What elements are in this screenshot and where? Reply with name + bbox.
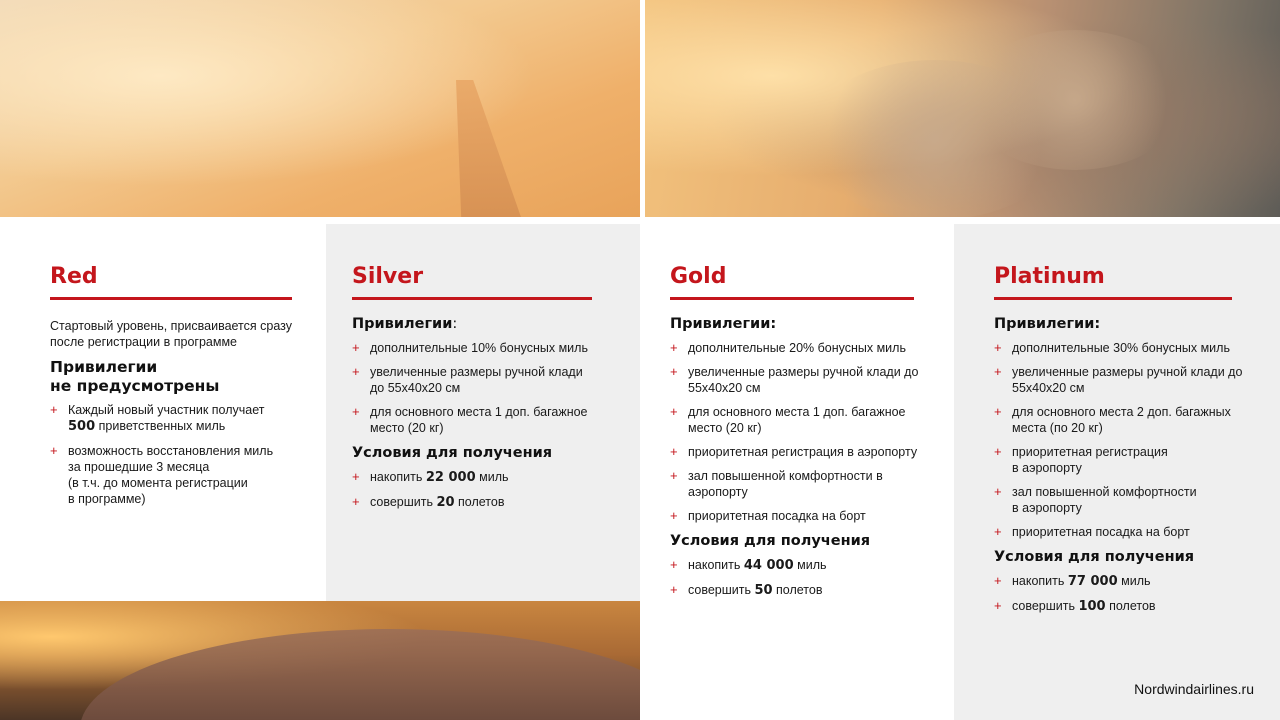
tier-title: Platinum [994,262,1232,300]
engine-shape [80,629,640,720]
item-text: дополнительные 20% бонусных миль [688,341,906,355]
tier-red [50,262,312,515]
airplane-tail-photo [0,0,640,217]
tier-intro: Стартовый уровень, присваивается сразу после регистрации в программе [50,319,292,349]
conditions-heading: Условия для получения [352,445,553,461]
item-number: 50 [754,583,773,598]
item-text: приоритетная посадка на борт [688,509,866,523]
conditions-heading: Условия для получения [994,549,1195,565]
privileges-heading: Привилегии: [670,316,777,332]
item-text-after: полетов [772,583,823,597]
tier-silver [352,262,597,519]
item-text: совершить [1012,599,1079,613]
list-item [352,404,597,436]
item-text-after: приветственных миль [95,419,226,433]
item-number: 500 [68,419,96,434]
silver-privileges-list [352,340,597,436]
list-item [670,557,930,574]
silver-conditions-list [352,469,597,511]
list-item [670,468,930,500]
plus-bullet-icon: + [670,557,678,572]
item-text: увеличенные размеры ручной клади до 55х40х20 см [688,365,919,395]
plus-bullet-icon: + [670,582,678,597]
item-text: зал повышенной комфортности в аэропорту [1012,485,1197,515]
red-benefits-list [50,402,312,507]
plus-bullet-icon: + [994,364,1002,379]
item-text: увеличенные размеры ручной клади до 55х40х20 см [370,365,583,395]
list-item [994,573,1254,590]
item-text: совершить [370,495,437,509]
list-item [352,340,597,356]
item-number: 100 [1078,599,1106,614]
plus-bullet-icon: + [670,468,678,483]
list-item [670,404,930,436]
platinum-conditions-list [994,573,1254,615]
item-text: зал повышенной комфортности в аэропорту [688,469,883,499]
item-text: дополнительные 10% бонусных миль [370,341,588,355]
privileges-heading [352,315,597,334]
plus-bullet-icon: + [352,494,360,509]
plus-bullet-icon: + [994,573,1002,588]
list-item [994,404,1254,436]
item-number: 77 000 [1067,574,1118,589]
plus-bullet-icon: + [994,484,1002,499]
privileges-heading [50,358,312,396]
privileges-heading-colon: : [452,316,458,332]
privileges-heading-text: Привилегии [352,316,453,332]
list-item [994,364,1254,396]
cloud-shape [965,30,1185,170]
tier-platinum [994,262,1254,623]
item-text: Каждый новый участник получает [68,403,265,417]
item-text-after: миль [793,558,827,572]
sunset-clouds-photo [645,0,1280,217]
item-number: 20 [436,495,455,510]
item-text-after: полетов [454,495,505,509]
plus-bullet-icon: + [50,402,58,417]
plus-bullet-icon: + [352,469,360,484]
item-text: возможность восстановления миль за прошедшие 3 месяца (в т.ч. до момента регистрации в программе) [68,444,274,506]
list-item [50,402,312,435]
gold-privileges-list [670,340,930,524]
plus-bullet-icon: + [670,364,678,379]
tier-title: Gold [670,262,914,300]
list-item [670,444,930,460]
list-item [352,364,597,396]
tier-title: Red [50,262,292,300]
item-text: для основного места 2 доп. багажных места (по 20 кг) [1012,405,1231,435]
list-item [352,494,597,511]
list-item [670,582,930,599]
airplane-engine-photo [0,601,640,720]
list-item [670,508,930,524]
privileges-heading-line2: не предусмотрены [50,377,220,395]
airplane-tail-shape [456,80,522,217]
tier-title: Silver [352,262,592,300]
list-item [994,524,1254,540]
plus-bullet-icon: + [994,524,1002,539]
item-text: приоритетная регистрация в аэропорту [688,445,918,459]
plus-bullet-icon: + [994,404,1002,419]
plus-bullet-icon: + [352,364,360,379]
item-text: накопить [370,470,426,484]
item-text: накопить [688,558,744,572]
plus-bullet-icon: + [994,340,1002,355]
item-text-after: полетов [1105,599,1156,613]
item-number: 22 000 [425,470,476,485]
tier-gold [670,262,930,607]
plus-bullet-icon: + [352,404,360,419]
list-item [994,444,1254,476]
gold-conditions-list [670,557,930,599]
item-text: дополнительные 30% бонусных миль [1012,341,1230,355]
item-text: для основного места 1 доп. багажное место (20 кг) [370,405,588,435]
platinum-privileges-list [994,340,1254,540]
list-item [994,340,1254,356]
plus-bullet-icon: + [994,444,1002,459]
list-item [352,469,597,486]
item-text: приоритетная посадка на борт [1012,525,1190,539]
plus-bullet-icon: + [670,340,678,355]
item-text: увеличенные размеры ручной клади до 55х40х20 см [1012,365,1243,395]
privileges-heading: Привилегии: [994,316,1101,332]
item-text-after: миль [1117,574,1151,588]
list-item [670,364,930,396]
list-item [670,340,930,356]
website-link[interactable]: Nordwindairlines.ru [1134,681,1254,697]
plus-bullet-icon: + [670,444,678,459]
conditions-heading: Условия для получения [670,533,871,549]
item-text: для основного места 1 доп. багажное место (20 кг) [688,405,906,435]
list-item [994,484,1254,516]
item-text: накопить [1012,574,1068,588]
list-item [50,443,312,507]
plus-bullet-icon: + [352,340,360,355]
plus-bullet-icon: + [670,508,678,523]
item-number: 44 000 [743,558,794,573]
item-text-after: миль [475,470,509,484]
plus-bullet-icon: + [670,404,678,419]
plus-bullet-icon: + [994,598,1002,613]
plus-bullet-icon: + [50,443,58,458]
list-item [994,598,1254,615]
item-text: приоритетная регистрация в аэропорту [1012,445,1168,475]
item-text: совершить [688,583,755,597]
privileges-heading-line1: Привилегии [50,358,158,376]
